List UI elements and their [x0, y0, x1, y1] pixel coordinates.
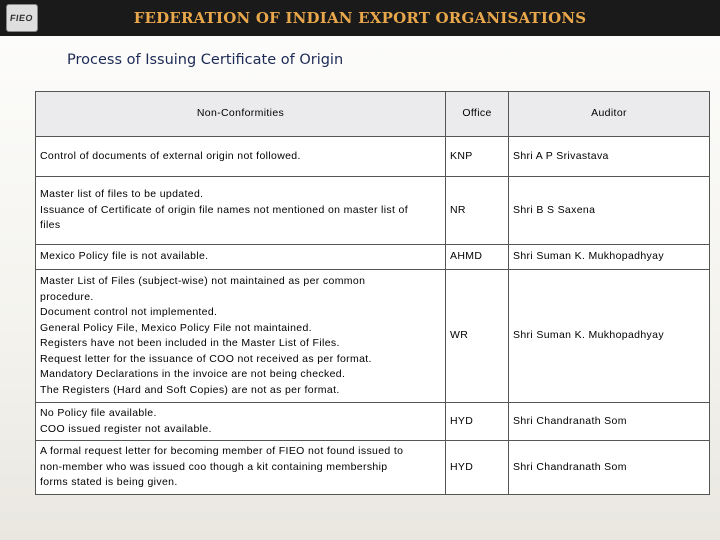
nonconformity-line: Mexico Policy file is not available.	[40, 250, 209, 263]
table-row	[36, 177, 710, 245]
auditor-cell: Shri Chandranath Som	[509, 441, 710, 495]
nonconformity-line: No Policy file available.	[40, 407, 157, 419]
table-row	[36, 270, 710, 403]
header-title: FEDERATION OF INDIAN EXPORT ORGANISATIONS	[133, 9, 587, 27]
nonconformity-line: files	[40, 219, 61, 232]
office-cell: HYD	[446, 441, 509, 495]
auditor-cell: Shri A P Srivastava	[509, 137, 710, 177]
nonconformities-table	[35, 91, 710, 495]
nonconformity-line: Issuance of Certificate of origin file names not mentioned on master list of	[40, 203, 409, 216]
page-subtitle: Process of Issuing Certificate of Origin	[67, 52, 344, 68]
nonconformity-line: Request letter for the issuance of COO not received as per format.	[40, 352, 372, 365]
auditor-cell: Shri Suman K. Mukhopadhyay	[509, 245, 710, 270]
nonconformity-line: General Policy File, Mexico Policy File not maintained.	[40, 321, 312, 334]
nonconformity-line: Master list of files to be updated.	[40, 188, 204, 201]
office-cell: HYD	[446, 403, 509, 441]
nonconformity-line: Control of documents of external origin not followed.	[40, 149, 301, 162]
office-cell: AHMD	[446, 245, 509, 270]
nonconformity-cell	[36, 245, 446, 270]
table-row	[36, 245, 710, 270]
nonconformity-line: non-member who was issued coo though a kit containing membership	[40, 460, 388, 473]
nonconformity-line: Master List of Files (subject-wise) not maintained as per common	[40, 275, 366, 287]
table-row	[36, 403, 710, 441]
auditor-cell: Shri Chandranath Som	[509, 403, 710, 441]
nonconformity-line: COO issued register not available.	[40, 422, 212, 435]
column-header-office: Office	[446, 92, 509, 137]
nonconformity-line: Mandatory Declarations in the invoice are not being checked.	[40, 368, 346, 380]
nonconformity-line: Document control not implemented.	[40, 306, 218, 318]
fieo-logo: FIEO	[6, 4, 38, 32]
nonconformity-line: forms stated is being given.	[40, 476, 178, 488]
nonconformity-cell	[36, 441, 446, 495]
nonconformity-cell	[36, 403, 446, 441]
table-row	[36, 137, 710, 177]
nonconformity-line: The Registers (Hard and Soft Copies) are not as per format.	[40, 383, 340, 396]
office-cell: WR	[446, 270, 509, 403]
table-header-row	[36, 92, 710, 137]
nonconformity-cell	[36, 270, 446, 403]
nonconformity-line: A formal request letter for becoming member of FIEO not found issued to	[40, 445, 404, 457]
table-row	[36, 441, 710, 495]
header-bar	[0, 0, 720, 36]
nonconformity-cell	[36, 137, 446, 177]
auditor-cell: Shri Suman K. Mukhopadhyay	[509, 270, 710, 403]
nonconformity-line: Registers have not been included in the Master List of Files.	[40, 337, 340, 349]
column-header-auditor: Auditor	[509, 92, 710, 137]
office-cell: NR	[446, 177, 509, 245]
nonconformity-line: procedure.	[40, 290, 94, 303]
column-header-nonconformities: Non-Conformities	[36, 92, 446, 137]
office-cell: KNP	[446, 137, 509, 177]
nonconformity-cell	[36, 177, 446, 245]
auditor-cell: Shri B S Saxena	[509, 177, 710, 245]
